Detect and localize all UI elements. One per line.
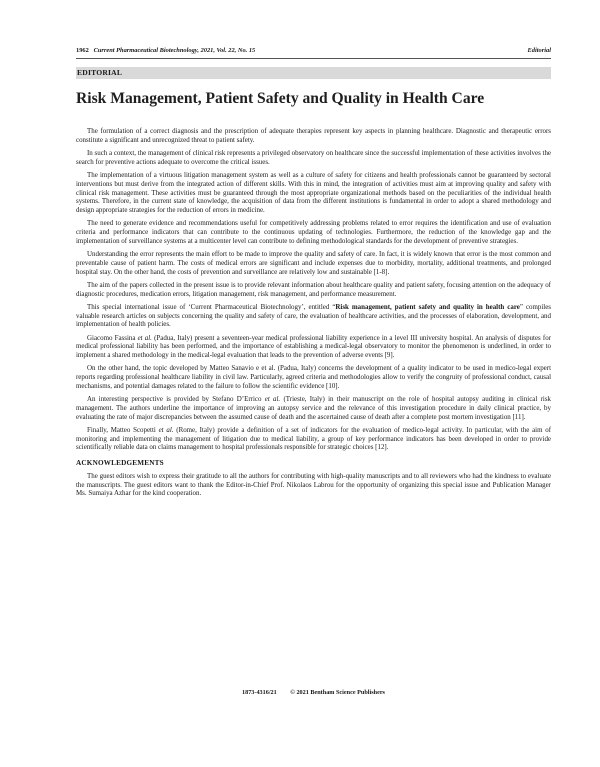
paragraph: The implementation of a virtuous litigation management system as well as a culture of safety for citizens and health professionals cannot be guaranteed by sectoral interventions but must derive from the integrated action of different skills. With this in mind, the integration of activities must aim at improving quality and safety with clinical risk management. These activities must be guaranteed through the most appropriate organizational methods based on the peculiarities of the individual health systems. Therefore, in the current state of knowledge, the acquisition of data from the different institutions is fundamental in order to adopt a shared methodology and design appropriate strategies for the reduction of errors in medicine.: [76, 171, 551, 214]
paragraph: Understanding the error represents the main effort to be made to improve the quality and safety of care. In fact, it is widely known that error is the most common and preventable cause of patient harm. The costs of medical errors are significant and include expenses due to morbidity, mortality, additional treatments, and prolonged hospital stay. On the other hand, the costs of prevention and surveillance are relatively low and sustainable [1-8].: [76, 250, 551, 276]
issn: 1873-4316/21: [242, 689, 277, 696]
article-body: [76, 127, 551, 503]
text-run: An interesting perspective is provided by Stefano D’Errico: [87, 395, 265, 403]
page-footer: [76, 689, 551, 696]
header-rule: [76, 58, 551, 59]
acknowledgements-heading: ACKNOWLEDGEMENTS: [76, 459, 164, 467]
section-bar: [76, 67, 551, 79]
issue-title: Risk management, patient safety and quality in health care: [335, 302, 520, 311]
text-run: (Rome, Italy) provide a definition of a set of indicators for the evaluation of medico-legal activity. In particular, with the aim of monitoring and implementing the management of litigation due to medical liability, a group of key performance indicators has been developed in order to provide scientifically reliable data on claims management to hospital professionals responsible for strategic choices [12].: [76, 425, 552, 452]
page-number: 1962: [76, 47, 89, 54]
et-al: et al.: [137, 333, 152, 342]
copyright: © 2021 Bentham Science Publishers: [290, 689, 385, 696]
article-title: Risk Management, Patient Safety and Quality in Health Care: [76, 90, 485, 107]
running-header-left: [76, 47, 255, 54]
et-al: et al.: [264, 395, 281, 403]
text-run: Giacomo Fassina: [87, 333, 138, 342]
section-label: EDITORIAL: [77, 68, 123, 77]
paragraph: On the other hand, the topic developed by Matteo Sanavio e et al. (Padua, Italy) concerns the development of a quality indicator to be used in medico-legal expert reports regarding professional healthcare liability in civil law. Particularly, agreed criteria and methodologies allow to verify the congruity of professional conduct, causal mechanisms, and potential damages related to the failure to follow the scientific evidence [10].: [76, 364, 551, 390]
paragraph: The formulation of a correct diagnosis and the prescription of adequate therapies represent key aspects in planning healthcare. Diagnostic and therapeutic errors constitute a significant and unrecognized threat to patient safety.: [76, 127, 551, 144]
text-run: ” compiles valuable research articles on subjects concerning the quality and safety of care, the evaluation of healthcare activities, and the processes of elaboration, development, and implementation of health policies.: [76, 302, 551, 329]
et-al: et al.: [158, 425, 174, 434]
paragraph: [76, 303, 551, 329]
paragraph: In such a context, the management of clinical risk represents a privileged observatory on healthcare since the successful implementation of these activities involves the search for preventive actions adequate to overcome the critical issues.: [76, 149, 551, 166]
text-run: (Trieste, Italy) in their manuscript on the role of hospital autopsy auditing in clinical risk management. The authors underline the importance of improving an autopsy service and the relevance of this investigation procedure in daily clinical practice, by evaluating the rate of major discrepancies between the assumed cause of death and the ascertained cause of death after a complete post mortem investigation [11].: [76, 395, 551, 421]
text-run: This special international issue of ‘Current Pharmaceutical Biotechnology’, entitled “: [87, 302, 336, 311]
paragraph: The need to generate evidence and recommendations useful for competitively addressing problems related to error requires the identification and use of evaluation criteria and performance indicators that can contribute to the continuous updating of technologies. Furthermore, the reduction of the knowledge gap and the implementation of surveillance systems at a multicenter level can contribute to defining methodological standards for the development of preventive strategies.: [76, 219, 551, 245]
text-run: Finally, Matteo Scopetti: [87, 425, 159, 434]
paragraph: The aim of the papers collected in the present issue is to provide relevant information about healthcare quality and patient safety, focusing attention on the adequacy of diagnostic procedures, medication errors, litigation management, risk management, and performance measurement.: [76, 280, 551, 298]
paragraph: [76, 426, 551, 452]
paragraph: [76, 334, 551, 360]
acknowledgements-text: The guest editors wish to express their gratitude to all the authors for contributing with high-quality manuscripts and to all reviewers who had the kindness to evaluate the manuscripts. The guest editors want to thank the Editor-in-Chief Prof. Nikolaos Labrou for the opportunity of organizing this special issue and Publication Manager Ms. Sumaiya Azhar for the kind cooperation.: [76, 471, 551, 498]
paragraph: [76, 395, 551, 421]
journal-citation: Current Pharmaceutical Biotechnology, 2021, Vol. 22, No. 15: [93, 47, 256, 54]
article-type: Editorial: [527, 47, 551, 54]
text-run: (Padua, Italy) present a seventeen-year medical professional liability experience in a level III university hospital. An analysis of disputes for medical professional liability has been performed, and the importance of establishing a medical-legal observatory to monitor the phenomenon is underlined, in order to implement a shared methodology in the medical-legal evaluation that leads to the prevention of adverse events [9].: [76, 333, 551, 359]
